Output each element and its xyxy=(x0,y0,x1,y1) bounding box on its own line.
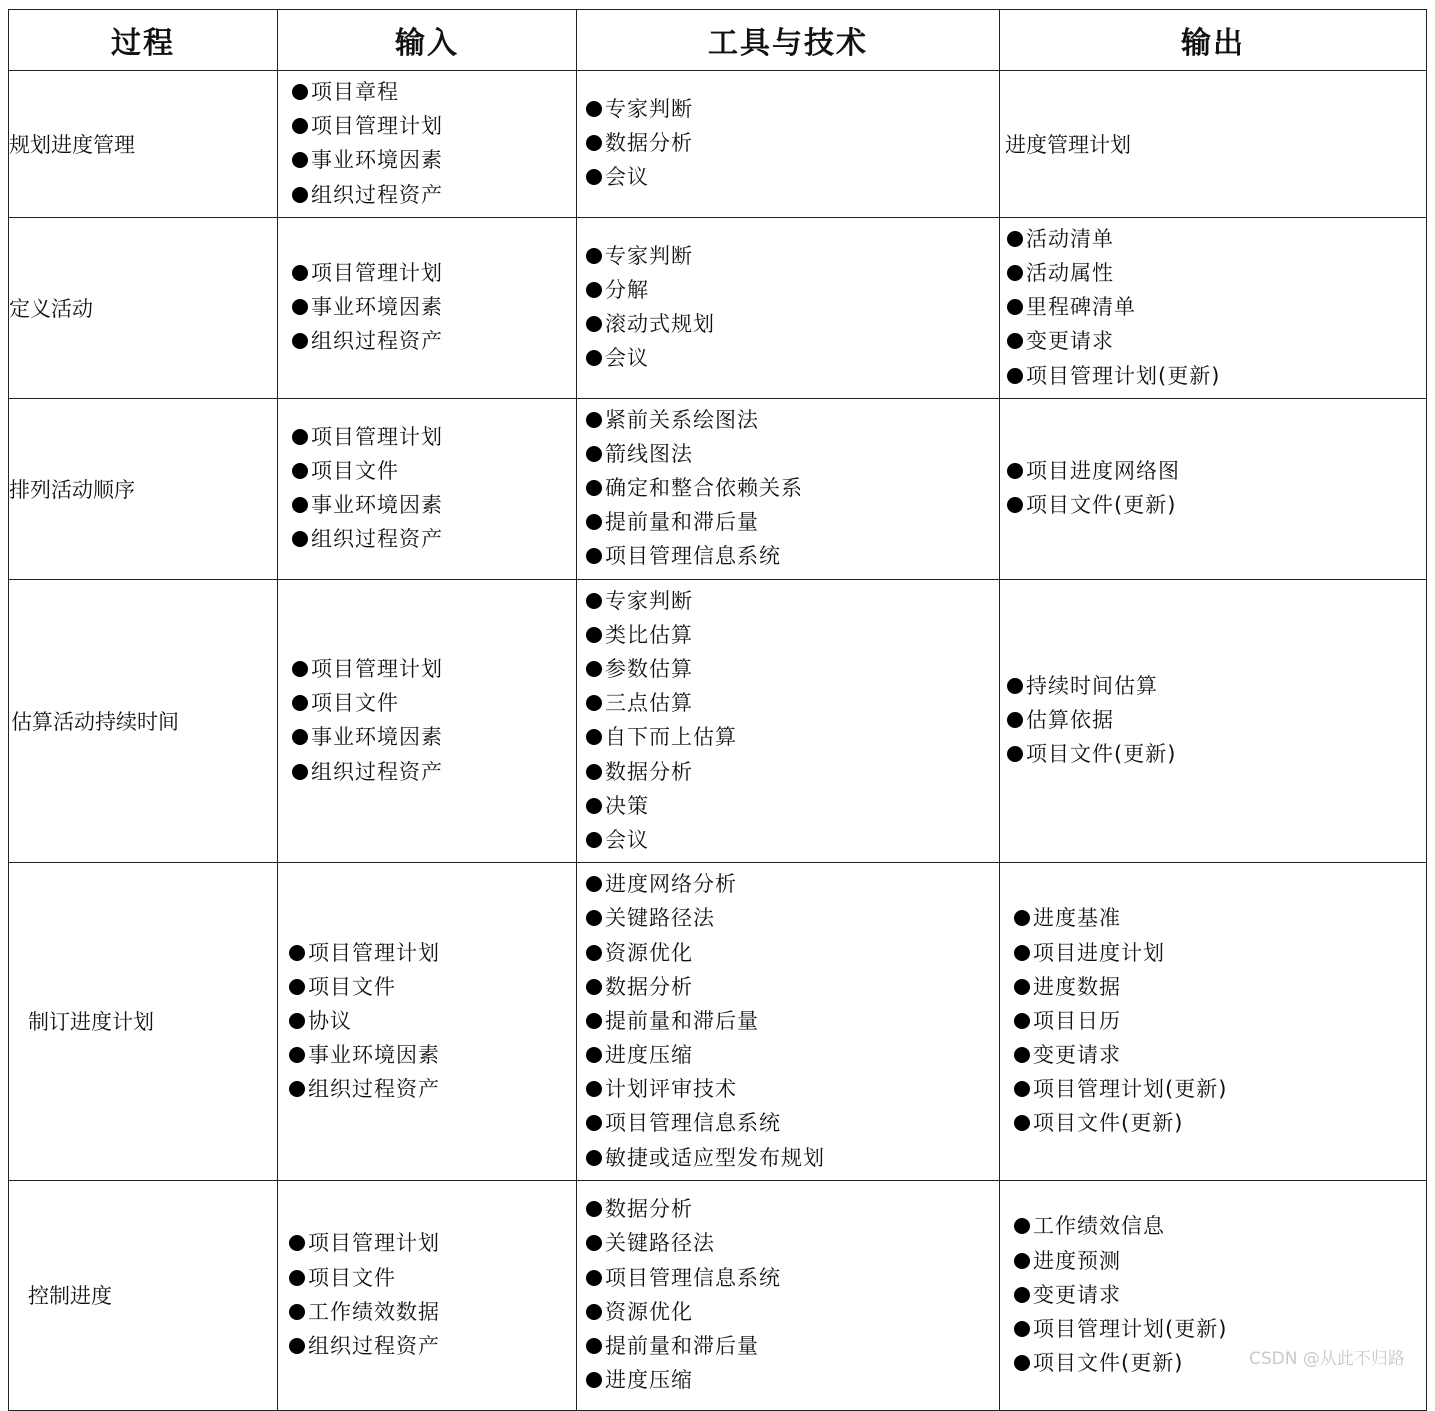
list-item-text: 项目管理信息系统 xyxy=(605,1265,781,1290)
list-item xyxy=(1007,708,1426,733)
list-item xyxy=(292,114,576,139)
bullet-icon xyxy=(586,1081,602,1097)
list-item xyxy=(586,165,999,190)
list-item xyxy=(289,1043,576,1068)
process-name: 定义活动 xyxy=(9,217,278,398)
bullet-icon xyxy=(1014,1047,1030,1063)
list-item xyxy=(1007,295,1426,320)
bullet-icon xyxy=(586,514,602,530)
list-item xyxy=(292,329,576,354)
list-item-text: 工作绩效信息 xyxy=(1033,1214,1165,1239)
list-item xyxy=(292,657,576,682)
list-item xyxy=(292,261,576,286)
list-item xyxy=(292,760,576,785)
bullet-icon xyxy=(289,1047,305,1063)
bullet-icon xyxy=(292,661,308,677)
bullet-icon xyxy=(586,593,602,609)
table-row xyxy=(9,71,1427,218)
list-item-text: 组织过程资产 xyxy=(311,329,443,354)
list-item-text: 紧前关系绘图法 xyxy=(605,407,759,432)
bullet-icon xyxy=(586,548,602,564)
bullet-icon xyxy=(586,135,602,151)
list-item xyxy=(586,760,999,785)
inputs-cell xyxy=(278,398,577,579)
list-item xyxy=(586,1266,999,1291)
list-item-text: 持续时间估算 xyxy=(1026,674,1158,699)
list-item-text: 事业环境因素 xyxy=(311,725,443,750)
table-row xyxy=(9,217,1427,398)
list-item-text: 项目管理信息系统 xyxy=(605,1111,781,1136)
list-item xyxy=(292,493,576,518)
list-item xyxy=(1014,1077,1426,1102)
bullet-icon xyxy=(586,661,602,677)
bullet-icon xyxy=(586,1270,602,1286)
outputs-cell xyxy=(1000,863,1427,1181)
list-item-text: 专家判断 xyxy=(605,97,693,122)
list-item xyxy=(586,872,999,897)
tools-cell xyxy=(577,579,1000,863)
bullet-icon xyxy=(586,1013,602,1029)
bullet-icon xyxy=(586,876,602,892)
bullet-icon xyxy=(289,945,305,961)
list-item-text: 滚动式规划 xyxy=(605,312,715,337)
list-item xyxy=(586,1197,999,1222)
list-item-text: 组织过程资产 xyxy=(311,527,443,552)
bullet-icon xyxy=(289,1304,305,1320)
process-name: 控制进度 xyxy=(9,1180,278,1410)
inputs-cell xyxy=(278,863,577,1181)
list-item xyxy=(586,941,999,966)
bullet-icon xyxy=(586,101,602,117)
list-item-text: 关键路径法 xyxy=(605,1231,715,1256)
bullet-icon xyxy=(1007,497,1023,513)
list-item-text: 提前量和滞后量 xyxy=(605,1334,759,1358)
bullet-icon xyxy=(292,531,308,547)
list-item-text: 项目文件(更新) xyxy=(1026,493,1177,518)
list-item xyxy=(292,459,576,484)
process-name: 制订进度计划 xyxy=(9,863,278,1181)
list-item xyxy=(1014,941,1426,966)
list-item-text: 项目进度网络图 xyxy=(1026,458,1180,483)
list-item xyxy=(1014,1317,1426,1342)
list-item-text: 敏捷或适应型发布规划 xyxy=(605,1145,825,1170)
list-item xyxy=(586,691,999,716)
list-item xyxy=(1014,906,1426,931)
list-item xyxy=(586,975,999,1000)
tools-list xyxy=(577,97,999,191)
header-inputs: 输入 xyxy=(278,10,577,71)
list-item-text: 进度数据 xyxy=(1033,974,1121,999)
bullet-icon xyxy=(1014,945,1030,961)
bullet-icon xyxy=(292,118,308,134)
bullet-icon xyxy=(586,627,602,643)
list-item xyxy=(586,1111,999,1136)
list-item-text: 项目文件 xyxy=(311,458,399,483)
list-item xyxy=(292,183,576,208)
list-item-text: 项目日历 xyxy=(1033,1008,1121,1033)
bullet-icon xyxy=(586,282,602,298)
list-item xyxy=(586,1146,999,1171)
bullet-icon xyxy=(292,333,308,349)
list-item-text: 变更请求 xyxy=(1026,329,1114,354)
list-item xyxy=(586,1043,999,1068)
list-item-text: 参数估算 xyxy=(605,657,693,681)
list-item xyxy=(586,1009,999,1034)
list-item xyxy=(586,97,999,122)
list-item xyxy=(1014,975,1426,1000)
list-item xyxy=(292,425,576,450)
list-item xyxy=(1007,742,1426,767)
bullet-icon xyxy=(292,764,308,780)
list-item-text: 进度基准 xyxy=(1033,906,1121,931)
list-item-text: 进度网络分析 xyxy=(605,872,737,897)
list-item xyxy=(1007,459,1426,484)
list-item-text: 估算依据 xyxy=(1026,708,1114,733)
bullet-icon xyxy=(586,945,602,961)
outputs-list xyxy=(1000,459,1426,518)
bullet-icon xyxy=(1007,265,1023,281)
list-item-text: 项目管理计划 xyxy=(311,657,443,681)
bullet-icon xyxy=(586,1047,602,1063)
list-item xyxy=(586,725,999,750)
bullet-icon xyxy=(586,832,602,848)
outputs-cell xyxy=(1000,398,1427,579)
list-item xyxy=(289,1266,576,1291)
list-item xyxy=(586,442,999,467)
bullet-icon xyxy=(289,1013,305,1029)
list-item-text: 进度压缩 xyxy=(605,1368,693,1393)
inputs-cell xyxy=(278,1180,577,1410)
bullet-icon xyxy=(292,695,308,711)
header-row xyxy=(9,10,1427,71)
list-item xyxy=(1007,364,1426,389)
list-item-text: 资源优化 xyxy=(605,940,693,965)
list-item xyxy=(289,975,576,1000)
tools-list xyxy=(577,872,999,1171)
list-item-text: 类比估算 xyxy=(605,622,693,647)
list-item xyxy=(586,244,999,269)
bullet-icon xyxy=(586,480,602,496)
list-item xyxy=(586,1368,999,1393)
list-item xyxy=(289,1077,576,1102)
bullet-icon xyxy=(586,910,602,926)
bullet-icon xyxy=(586,1304,602,1320)
bullet-icon xyxy=(289,1081,305,1097)
list-item xyxy=(292,148,576,173)
list-item-text: 确定和整合依赖关系 xyxy=(605,476,803,501)
list-item-text: 项目章程 xyxy=(311,80,399,104)
bullet-icon xyxy=(289,1270,305,1286)
list-item xyxy=(1014,1043,1426,1068)
list-item-text: 计划评审技术 xyxy=(605,1077,737,1102)
bullet-icon xyxy=(586,764,602,780)
table-row xyxy=(9,579,1427,863)
list-item xyxy=(1014,1214,1426,1239)
tools-list xyxy=(577,589,999,854)
bullet-icon xyxy=(1007,463,1023,479)
list-item xyxy=(1007,329,1426,354)
watermark: CSDN @从此不归路 xyxy=(1249,1349,1405,1369)
bullet-icon xyxy=(292,429,308,445)
list-item-text: 组织过程资产 xyxy=(308,1077,440,1102)
list-item xyxy=(289,1009,576,1034)
list-item xyxy=(1014,1009,1426,1034)
bullet-icon xyxy=(289,979,305,995)
list-item xyxy=(289,1300,576,1325)
list-item xyxy=(586,828,999,853)
list-item-text: 三点估算 xyxy=(605,691,693,716)
header-tools: 工具与技术 xyxy=(577,10,1000,71)
bullet-icon xyxy=(1007,231,1023,247)
list-item-text: 项目文件 xyxy=(308,1265,396,1290)
list-item xyxy=(1007,674,1426,699)
list-item-text: 活动清单 xyxy=(1026,226,1114,251)
outputs-list xyxy=(1000,674,1426,768)
bullet-icon xyxy=(1014,1218,1030,1234)
bullet-icon xyxy=(586,1338,602,1354)
bullet-icon xyxy=(1014,1287,1030,1303)
process-name: 估算活动持续时间 xyxy=(9,579,278,863)
process-table xyxy=(8,9,1427,1411)
list-item-text: 数据分析 xyxy=(605,759,693,784)
tools-cell xyxy=(577,398,1000,579)
list-item-text: 项目文件(更新) xyxy=(1026,742,1177,767)
bullet-icon xyxy=(586,1150,602,1166)
list-item xyxy=(292,725,576,750)
list-item-text: 事业环境因素 xyxy=(308,1043,440,1068)
list-item-text: 项目管理计划(更新) xyxy=(1026,363,1221,388)
header-process: 过程 xyxy=(9,10,278,71)
list-item xyxy=(586,510,999,535)
list-item-text: 变更请求 xyxy=(1033,1282,1121,1307)
list-item-text: 进度预测 xyxy=(1033,1248,1121,1273)
bullet-icon xyxy=(586,412,602,428)
list-item xyxy=(1014,1283,1426,1308)
list-item-text: 工作绩效数据 xyxy=(308,1299,440,1324)
bullet-icon xyxy=(1014,1081,1030,1097)
bullet-icon xyxy=(586,979,602,995)
list-item-text: 项目文件(更新) xyxy=(1033,1111,1184,1136)
bullet-icon xyxy=(1007,368,1023,384)
bullet-icon xyxy=(1014,910,1030,926)
tools-cell xyxy=(577,71,1000,218)
bullet-icon xyxy=(1007,746,1023,762)
bullet-icon xyxy=(292,299,308,315)
tools-list xyxy=(577,244,999,372)
bullet-icon xyxy=(586,169,602,185)
bullet-icon xyxy=(586,798,602,814)
list-item xyxy=(586,1077,999,1102)
list-item-text: 项目管理计划(更新) xyxy=(1033,1316,1228,1341)
tools-cell xyxy=(577,863,1000,1181)
bullet-icon xyxy=(1014,1013,1030,1029)
list-item xyxy=(1007,261,1426,286)
list-item xyxy=(292,295,576,320)
bullet-icon xyxy=(1014,979,1030,995)
outputs-list xyxy=(1000,906,1426,1136)
tools-cell xyxy=(577,217,1000,398)
inputs-cell xyxy=(278,71,577,218)
list-item xyxy=(586,589,999,614)
bullet-icon xyxy=(289,1235,305,1251)
inputs-list xyxy=(278,425,576,553)
inputs-cell xyxy=(278,579,577,863)
list-item-text: 事业环境因素 xyxy=(311,148,443,173)
list-item-text: 数据分析 xyxy=(605,974,693,999)
list-item-text: 协议 xyxy=(308,1008,352,1033)
list-item-text: 项目管理计划 xyxy=(308,1231,440,1256)
bullet-icon xyxy=(292,463,308,479)
bullet-icon xyxy=(586,316,602,332)
outputs-cell xyxy=(1000,217,1427,398)
list-item xyxy=(1007,493,1426,518)
list-item xyxy=(1014,1111,1426,1136)
list-item-text: 变更请求 xyxy=(1033,1043,1121,1068)
list-item-text: 组织过程资产 xyxy=(311,182,443,207)
bullet-icon xyxy=(586,729,602,745)
bullet-icon xyxy=(586,248,602,264)
list-item xyxy=(586,794,999,819)
list-item xyxy=(586,1334,999,1359)
list-item xyxy=(1007,227,1426,252)
bullet-icon xyxy=(1007,678,1023,694)
list-item-text: 项目文件(更新) xyxy=(1033,1351,1184,1376)
list-item-text: 提前量和滞后量 xyxy=(605,510,759,535)
list-item-text: 项目管理计划 xyxy=(311,260,443,285)
list-item-text: 项目管理计划 xyxy=(311,114,443,139)
list-item xyxy=(586,657,999,682)
list-item-text: 分解 xyxy=(605,278,649,303)
list-item xyxy=(586,906,999,931)
list-item-text: 项目进度计划 xyxy=(1033,940,1165,965)
bullet-icon xyxy=(289,1338,305,1354)
list-item-text: 关键路径法 xyxy=(605,906,715,931)
list-item-text: 资源优化 xyxy=(605,1299,693,1324)
tools-cell xyxy=(577,1180,1000,1410)
bullet-icon xyxy=(1014,1321,1030,1337)
bullet-icon xyxy=(292,187,308,203)
list-item-text: 项目文件 xyxy=(311,691,399,716)
process-name: 规划进度管理 xyxy=(9,71,278,218)
list-item-text: 项目管理信息系统 xyxy=(605,544,781,569)
bullet-icon xyxy=(292,497,308,513)
list-item-text: 项目管理计划 xyxy=(308,940,440,965)
list-item xyxy=(586,1300,999,1325)
list-item-text: 组织过程资产 xyxy=(311,759,443,784)
list-item-text: 决策 xyxy=(605,793,649,818)
bullet-icon xyxy=(586,1201,602,1217)
bullet-icon xyxy=(586,1115,602,1131)
list-item xyxy=(292,691,576,716)
inputs-list xyxy=(278,941,576,1103)
list-item xyxy=(586,131,999,156)
list-item-text: 数据分析 xyxy=(605,131,693,156)
bullet-icon xyxy=(1007,299,1023,315)
list-item-text: 会议 xyxy=(605,827,649,852)
inputs-list xyxy=(278,80,576,208)
bullet-icon xyxy=(1014,1115,1030,1131)
list-item xyxy=(289,1334,576,1359)
list-item xyxy=(1014,1249,1426,1274)
bullet-icon xyxy=(1007,712,1023,728)
list-item-text: 箭线图法 xyxy=(605,441,693,466)
list-item xyxy=(586,623,999,648)
list-item-text: 里程碑清单 xyxy=(1026,295,1136,320)
tools-list xyxy=(577,408,999,570)
header-outputs: 输出 xyxy=(1000,10,1427,71)
inputs-list xyxy=(278,261,576,355)
list-item xyxy=(586,408,999,433)
output-text: 进度管理计划 xyxy=(1000,71,1427,218)
table-row xyxy=(9,398,1427,579)
outputs-list xyxy=(1000,227,1426,389)
table-row xyxy=(9,1180,1427,1410)
list-item-text: 事业环境因素 xyxy=(311,493,443,518)
bullet-icon xyxy=(1014,1253,1030,1269)
inputs-cell xyxy=(278,217,577,398)
outputs-cell xyxy=(1000,579,1427,863)
list-item-text: 会议 xyxy=(605,346,649,371)
bullet-icon xyxy=(586,695,602,711)
list-item xyxy=(292,80,576,105)
list-item xyxy=(586,1231,999,1256)
bullet-icon xyxy=(292,84,308,100)
list-item-text: 会议 xyxy=(605,165,649,190)
list-item-text: 专家判断 xyxy=(605,243,693,268)
tools-list xyxy=(577,1197,999,1393)
list-item-text: 事业环境因素 xyxy=(311,295,443,320)
bullet-icon xyxy=(586,1235,602,1251)
outputs-cell xyxy=(1000,1180,1427,1410)
list-item xyxy=(586,476,999,501)
list-item xyxy=(586,278,999,303)
bullet-icon xyxy=(292,152,308,168)
process-name: 排列活动顺序 xyxy=(9,398,278,579)
list-item xyxy=(586,544,999,569)
table-row xyxy=(9,863,1427,1181)
list-item-text: 数据分析 xyxy=(605,1197,693,1222)
list-item xyxy=(292,527,576,552)
list-item-text: 提前量和滞后量 xyxy=(605,1008,759,1033)
bullet-icon xyxy=(1014,1355,1030,1371)
list-item-text: 项目文件 xyxy=(308,974,396,999)
list-item xyxy=(289,941,576,966)
inputs-list xyxy=(278,657,576,785)
list-item-text: 进度压缩 xyxy=(605,1043,693,1068)
list-item xyxy=(289,1231,576,1256)
bullet-icon xyxy=(1007,333,1023,349)
inputs-list xyxy=(278,1231,576,1359)
list-item-text: 项目管理计划(更新) xyxy=(1033,1077,1228,1102)
list-item-text: 活动属性 xyxy=(1026,260,1114,285)
list-item-text: 专家判断 xyxy=(605,588,693,613)
list-item xyxy=(586,312,999,337)
list-item-text: 项目管理计划 xyxy=(311,424,443,449)
bullet-icon xyxy=(292,265,308,281)
list-item-text: 自下而上估算 xyxy=(605,725,737,750)
list-item-text: 组织过程资产 xyxy=(308,1334,440,1358)
bullet-icon xyxy=(586,446,602,462)
bullet-icon xyxy=(586,350,602,366)
bullet-icon xyxy=(292,729,308,745)
list-item xyxy=(586,346,999,371)
bullet-icon xyxy=(586,1372,602,1388)
